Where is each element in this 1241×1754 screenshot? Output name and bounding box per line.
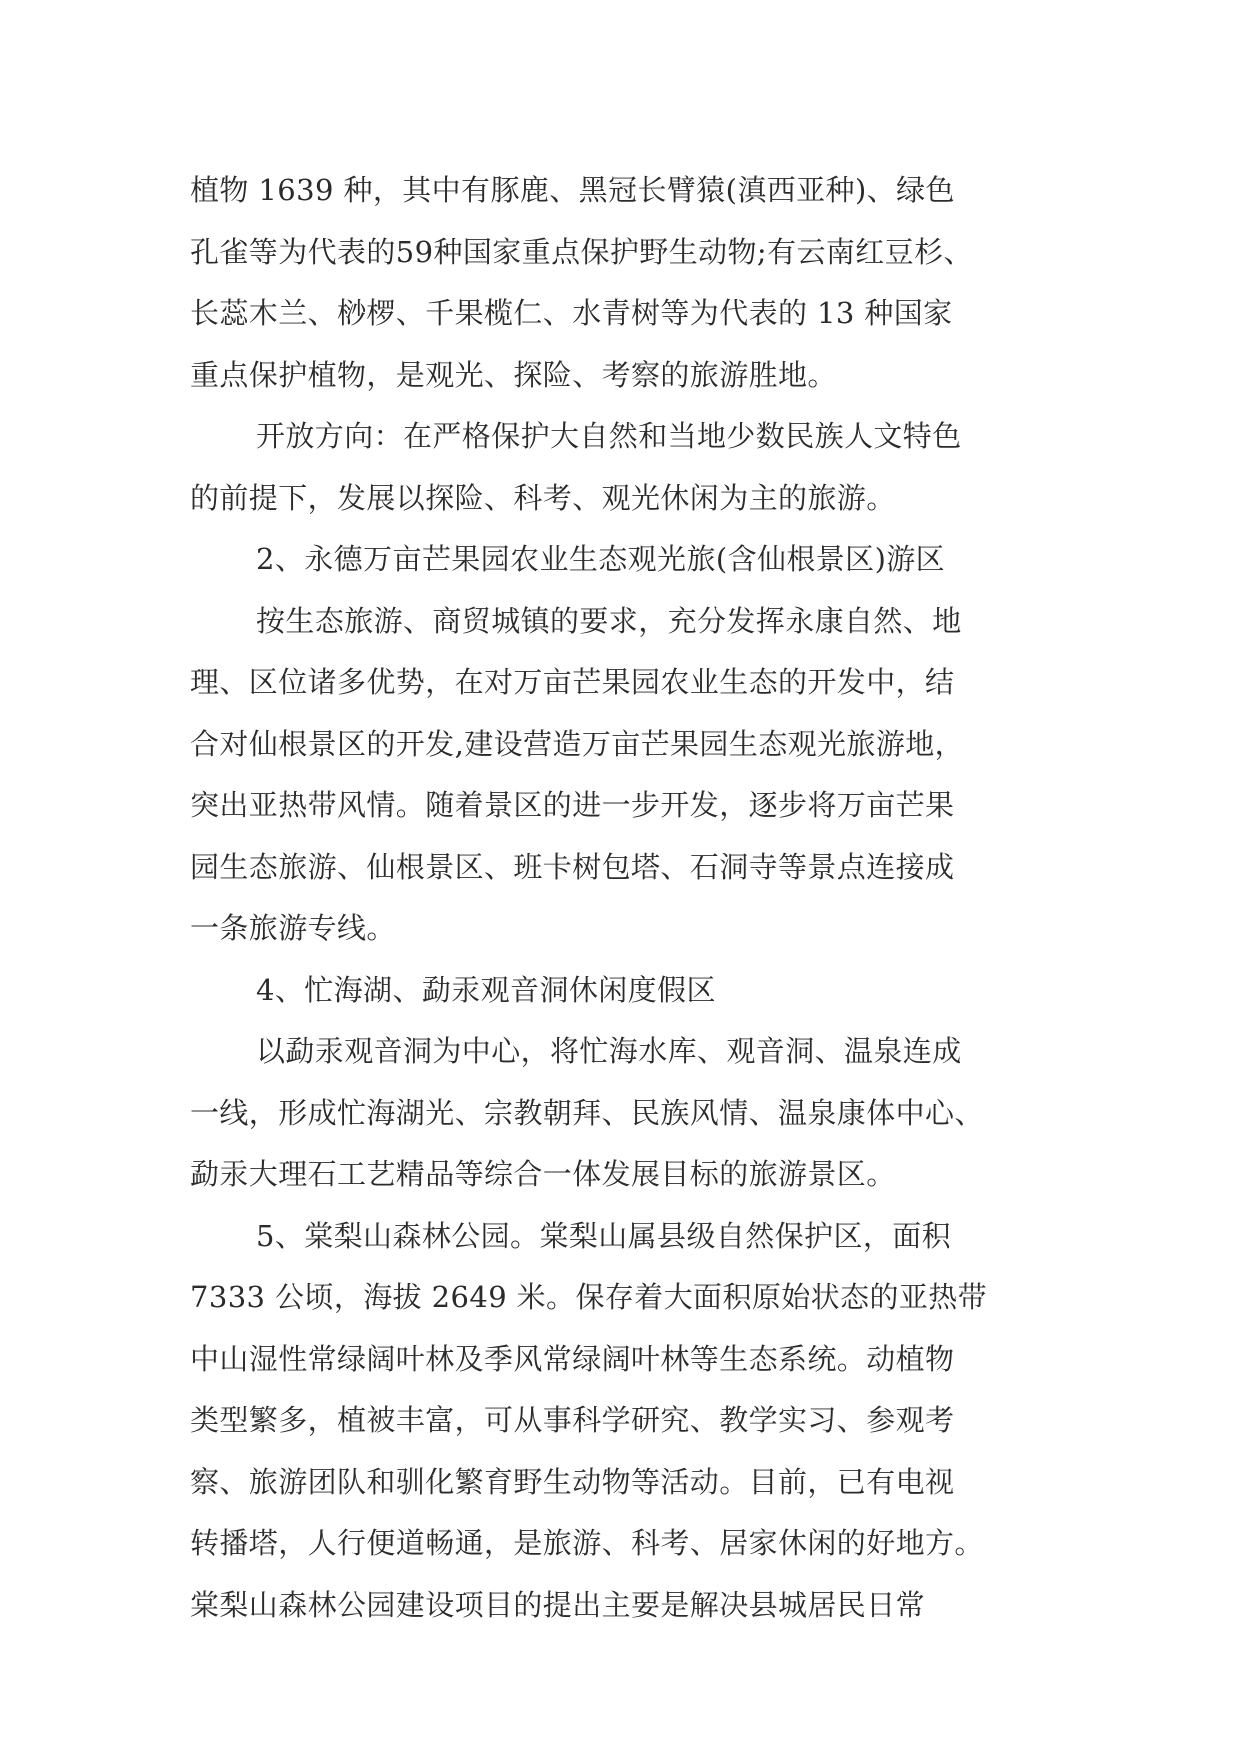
- paragraph-opening-line: 按生态旅游、商贸城镇的要求，充分发挥永康自然、地: [256, 603, 962, 638]
- text-line: 勐汞大理石工艺精品等综合一体发展目标的旅游景区。: [190, 1157, 896, 1191]
- body-text: [190, 160, 1090, 1636]
- text-line: 突出亚热带风情。随着景区的进一步开发，逐步将万亩芒果: [190, 788, 955, 822]
- text-line: 园生态旅游、仙根景区、班卡树包塔、石洞寺等景点连接成: [190, 849, 955, 884]
- paragraph-opening-line: 开放方向：在严格保护大自然和当地少数民族人文特色: [256, 419, 962, 453]
- text-line: 一线，形成忙海湖光、宗教朝拜、民族风情、温泉康体中心、: [190, 1095, 984, 1130]
- text-line: 察、旅游团队和驯化繁育野生动物等活动。目前，已有电视: [190, 1464, 955, 1499]
- text-line: 类型繁多，植被丰富，可从事科学研究、教学实习、参观考: [190, 1403, 955, 1437]
- paragraph-opening-line: 以勐汞观音洞为中心，将忙海水库、观音洞、温泉连成: [256, 1034, 962, 1068]
- section-heading: 2、永德万亩芒果园农业生态观光旅(含仙根景区)游区: [256, 542, 946, 576]
- text-line: 重点保护植物，是观光、探险、考察的旅游胜地。: [190, 357, 837, 392]
- section-heading: 4、忙海湖、勐汞观音洞休闲度假区: [256, 972, 716, 1007]
- section-heading: 5、棠梨山森林公园。棠梨山属县级自然保护区，面积: [256, 1218, 952, 1253]
- text-line: 棠梨山森林公园建设项目的提出主要是解决县城居民日常: [190, 1587, 926, 1622]
- text-line: 中山湿性常绿阔叶林及季风常绿阔叶林等生态系统。动植物: [190, 1341, 955, 1376]
- text-line: 转播塔，人行便道畅通，是旅游、科考、居家休闲的好地方。: [190, 1526, 984, 1560]
- text-line: 合对仙根景区的开发,建设营造万亩芒果园生态观光旅游地，: [190, 726, 965, 761]
- text-line: 一条旅游专线。: [190, 911, 396, 945]
- text-line: 孔雀等为代表的59种国家重点保护野生动物;有云南红豆杉、: [190, 234, 973, 269]
- text-line: 的前提下，发展以探险、科考、观光休闲为主的旅游。: [190, 480, 896, 515]
- text-line: 长蕊木兰、桫椤、千果榄仁、水青树等为代表的 13 种国家: [190, 296, 953, 330]
- text-line: 7333 公顷，海拔 2649 米。保存着大面积原始状态的亚热带: [190, 1280, 988, 1314]
- text-line: 理、区位诸多优势，在对万亩芒果园农业生态的开发中，结: [190, 665, 955, 699]
- text-line: 植物 1639 种，其中有豚鹿、黑冠长臂猿(滇西亚种)、绿色: [190, 173, 955, 207]
